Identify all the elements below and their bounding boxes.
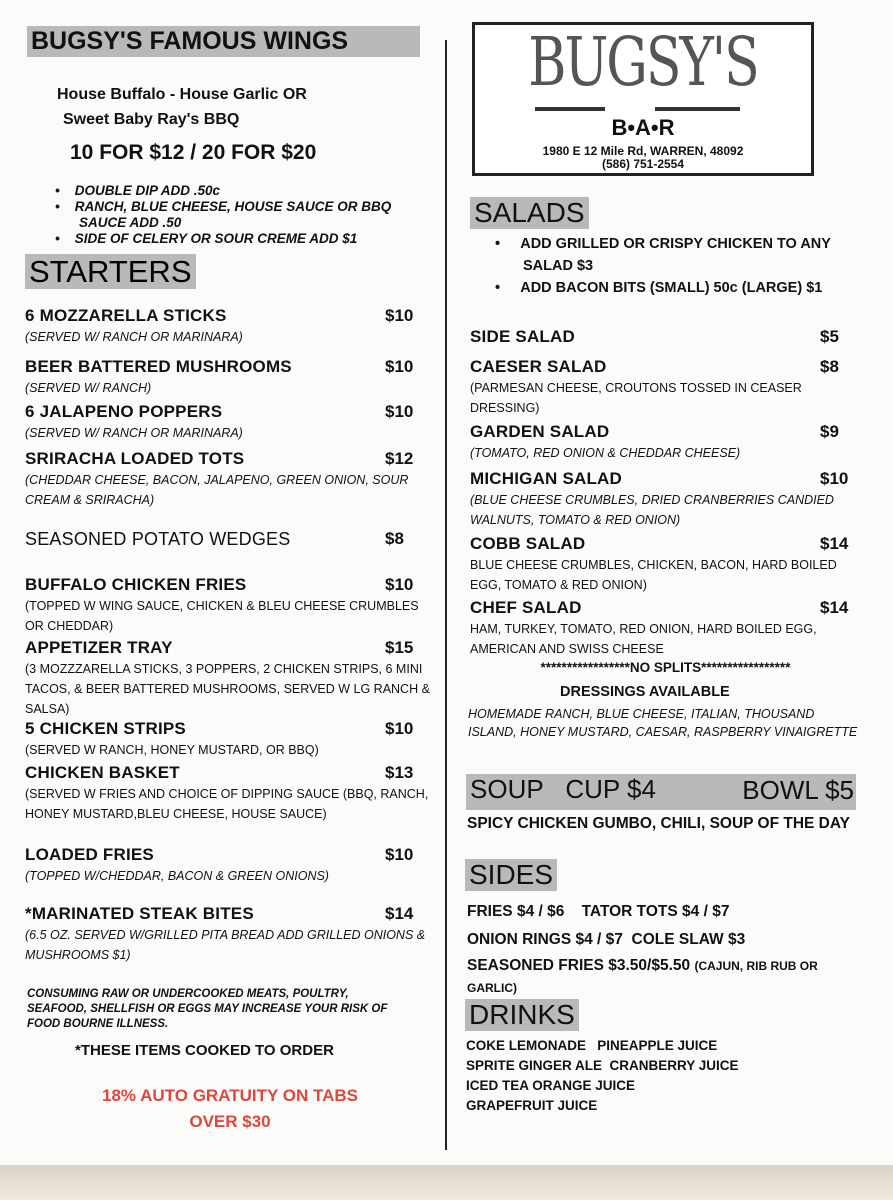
column-divider xyxy=(445,40,447,1150)
menu-item-name: COBB SALAD xyxy=(470,534,586,553)
salads-bullets xyxy=(495,233,870,299)
salads-bullet: • ADD GRILLED OR CRISPY CHICKEN TO ANY SALAD $3 xyxy=(495,236,831,274)
sides-line: FRIES $4 / $6 TATOR TOTS $4 / $7 xyxy=(467,903,730,920)
seasoned-fries: SEASONED FRIES $3.50/$5.50 (CAJUN, RIB RUB OR GARLIC) xyxy=(467,957,818,995)
sides-title: SIDES xyxy=(465,859,557,891)
menu-item-price: $9 xyxy=(820,422,839,441)
menu-item-name: GARDEN SALAD xyxy=(470,422,610,441)
menu-item-price: $14 xyxy=(385,904,414,923)
menu-item-description: (SERVED W FRIES AND CHOICE OF DIPPING SAUCE (BBQ, RANCH, HONEY MUSTARD,BLEU CHEESE, HOUSE SAUCE) xyxy=(25,787,429,821)
menu-item-name: LOADED FRIES xyxy=(25,845,154,864)
menu-item-description: BLUE CHEESE CRUMBLES, CHICKEN, BACON, HARD BOILED EGG, TOMATO & RED ONION) xyxy=(470,558,837,592)
menu-item-name: SRIRACHA LOADED TOTS xyxy=(25,449,245,468)
cooked-to-order-note: *THESE ITEMS COOKED TO ORDER xyxy=(75,1042,334,1059)
bugsys-logo xyxy=(472,22,814,176)
paper-fold xyxy=(0,1165,893,1200)
menu-item-name: BUFFALO CHICKEN FRIES xyxy=(25,575,247,594)
wings-flavors-1: House Buffalo - House Garlic OR xyxy=(57,86,307,103)
soup-description: SPICY CHICKEN GUMBO, CHILI, SOUP OF THE DAY xyxy=(467,815,850,832)
menu-item-price: $10 xyxy=(385,306,414,325)
menu-item-price: $10 xyxy=(385,402,414,421)
wings-title: BUGSY'S FAMOUS WINGS xyxy=(27,26,420,57)
menu-item-name: 5 CHICKEN STRIPS xyxy=(25,719,186,738)
menu-item-description: (TOPPED W WING SAUCE, CHICKEN & BLEU CHEESE CRUMBLES OR CHEDDAR) xyxy=(25,599,419,633)
menu-item-description: (SERVED W/ RANCH) xyxy=(25,381,152,395)
logo-phone: (586) 751-2554 xyxy=(601,157,685,171)
menu-item-name: CHICKEN BASKET xyxy=(25,763,180,782)
menu-item-price: $12 xyxy=(385,449,414,468)
menu-item-name: MICHIGAN SALAD xyxy=(470,469,623,488)
menu-item-description: (SERVED W/ RANCH OR MARINARA) xyxy=(25,426,243,440)
menu-item-price: $10 xyxy=(820,469,849,488)
menu-item-description: HAM, TURKEY, TOMATO, RED ONION, HARD BOILED EGG, AMERICAN AND SWISS CHEESE xyxy=(470,622,817,656)
wings-bullet: • DOUBLE DIP ADD .50c xyxy=(55,183,221,198)
menu-item-price: $5 xyxy=(820,327,839,346)
menu-item-description: (TOPPED W/CHEDDAR, BACON & GREEN ONIONS) xyxy=(25,869,329,883)
menu-item-price: $14 xyxy=(820,598,849,617)
soup-header xyxy=(466,774,856,810)
menu-item-price: $13 xyxy=(385,763,414,782)
menu-item-price: $10 xyxy=(385,845,414,864)
seasoned-fries-note: (CAJUN, RIB RUB OR GARLIC) xyxy=(467,959,818,995)
logo-name: BUGSY'S xyxy=(528,24,758,102)
menu-item-price: $10 xyxy=(385,575,414,594)
sides-list xyxy=(467,898,745,954)
logo-rule-right xyxy=(655,107,740,111)
sides-line: ONION RINGS $4 / $7 COLE SLAW $3 xyxy=(467,931,746,948)
menu-item-name: APPETIZER TRAY xyxy=(25,638,173,657)
menu-item-name: SEASONED POTATO WEDGES xyxy=(25,529,291,549)
menu-item-price: $10 xyxy=(385,357,414,376)
menu-item-name: CAESER SALAD xyxy=(470,357,607,376)
menu-item-price: $8 xyxy=(385,529,404,548)
menu-item-name: CHEF SALAD xyxy=(470,598,582,617)
drinks-list xyxy=(466,1036,739,1116)
no-splits-note: *****************NO SPLITS***************** xyxy=(540,660,791,675)
salads-bullet: • ADD BACON BITS (SMALL) 50c (LARGE) $1 xyxy=(495,280,823,296)
soup-title: SOUP xyxy=(470,774,544,804)
menu-item-name: BEER BATTERED MUSHROOMS xyxy=(25,357,292,376)
soup-cup-price: CUP $4 xyxy=(565,774,656,804)
menu-item-name: SIDE SALAD xyxy=(470,327,575,346)
drinks-line: ICED TEA ORANGE JUICE xyxy=(466,1078,636,1093)
salads-title: SALADS xyxy=(470,197,589,229)
wings-bullet: • RANCH, BLUE CHEESE, HOUSE SAUCE OR BBQ SAUCE ADD .50 xyxy=(55,199,392,230)
menu-item-description: (TOMATO, RED ONION & CHEDDAR CHEESE) xyxy=(470,446,741,460)
wings-price: 10 FOR $12 / 20 FOR $20 xyxy=(70,141,317,164)
menu-item-price: $8 xyxy=(820,357,839,376)
menu-item-name: 6 JALAPENO POPPERS xyxy=(25,402,223,421)
menu-item-description: (SERVED W RANCH, HONEY MUSTARD, OR BBQ) xyxy=(25,743,319,757)
menu-item-description: (CHEDDAR CHEESE, BACON, JALAPENO, GREEN ONION, SOUR CREAM & SRIRACHA) xyxy=(25,473,409,507)
dressings-title: DRESSINGS AVAILABLE xyxy=(560,684,730,700)
food-warning: CONSUMING RAW OR UNDERCOOKED MEATS, POULTRY, SEAFOOD, SHELLFISH OR EGGS MAY INCREASE YOUR RISK OF FOOD BOURNE ILLNESS. xyxy=(27,988,388,1030)
menu-item-description: (6.5 OZ. SERVED W/GRILLED PITA BREAD ADD GRILLED ONIONS & MUSHROOMS $1) xyxy=(25,928,426,962)
menu-item-description: (PARMESAN CHEESE, CROUTONS TOSSED IN CEASER DRESSING) xyxy=(470,381,802,415)
wings-bullet: • SIDE OF CELERY OR SOUR CREME ADD $1 xyxy=(55,231,358,246)
starters-title: STARTERS xyxy=(25,254,196,289)
drinks-line: GRAPEFRUIT JUICE xyxy=(466,1098,598,1113)
menu-item-description: (BLUE CHEESE CRUMBLES, DRIED CRANBERRIES CANDIED WALNUTS, TOMATO & RED ONION) xyxy=(470,493,834,527)
logo-rule-left xyxy=(535,107,605,111)
wings-flavors-2: Sweet Baby Ray's BBQ xyxy=(63,111,240,128)
menu-item-price: $15 xyxy=(385,638,414,657)
gratuity-note: 18% AUTO GRATUITY ON TABS OVER $30 xyxy=(102,1086,358,1131)
drinks-line: COKE LEMONADE PINEAPPLE JUICE xyxy=(466,1038,718,1053)
menu-item-price: $14 xyxy=(820,534,849,553)
logo-address: 1980 E 12 Mile Rd, WARREN, 48092 xyxy=(542,144,744,158)
logo-bar: B•A•R xyxy=(611,115,675,140)
menu-item-description: (SERVED W/ RANCH OR MARINARA) xyxy=(25,330,243,344)
drinks-title: DRINKS xyxy=(465,999,579,1031)
wings-bullets xyxy=(55,183,425,247)
soup-bowl-price: BOWL $5 xyxy=(742,775,854,805)
drinks-line: SPRITE GINGER ALE CRANBERRY JUICE xyxy=(466,1058,739,1073)
menu-item-name: *MARINATED STEAK BITES xyxy=(25,904,254,923)
menu-item-name: 6 MOZZARELLA STICKS xyxy=(25,306,227,325)
menu-item-description: (3 MOZZZARELLA STICKS, 3 POPPERS, 2 CHICKEN STRIPS, 6 MINI TACOS, & BEER BATTERED MUSHROOMS, SERVED W LG RANCH & SALSA) xyxy=(25,662,430,716)
menu-item-price: $10 xyxy=(385,719,414,738)
dressings-list: HOMEMADE RANCH, BLUE CHEESE, ITALIAN, THOUSAND ISLAND, HONEY MUSTARD, CAESAR, RASPBERRY VINAIGRETTE xyxy=(468,707,858,739)
